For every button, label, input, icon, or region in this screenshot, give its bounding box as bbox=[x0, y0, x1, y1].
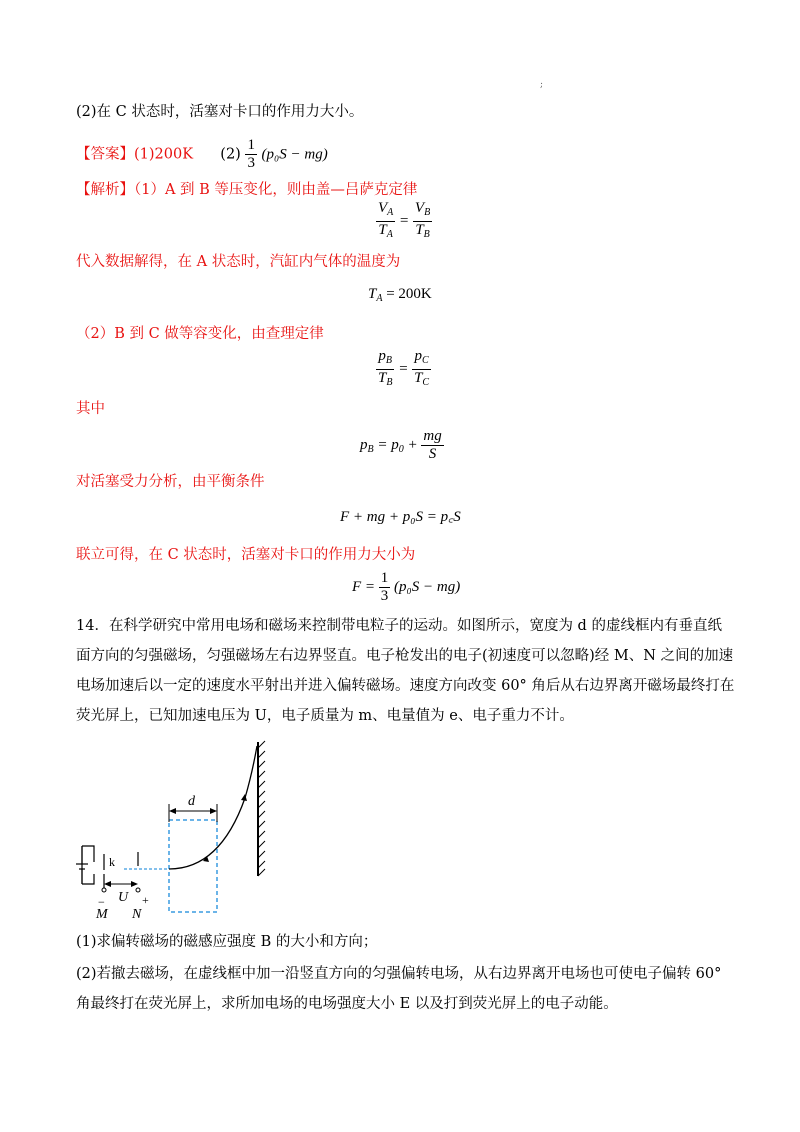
analysis-line2: 代入数据解得，在 A 状态时，汽缸内气体的温度为 bbox=[76, 254, 401, 270]
equation-pressure-b: $p_B = p_0$ + $\frac{mg}{S}$ bbox=[360, 428, 442, 462]
electron-gun-body bbox=[82, 846, 94, 884]
terminal-M bbox=[102, 888, 106, 892]
label-M: M bbox=[96, 907, 108, 922]
answer-expression: (p₀S − mg) bbox=[261, 146, 328, 163]
electron-trajectory bbox=[169, 746, 257, 869]
label-plus: + bbox=[142, 893, 149, 907]
top-mark: ; bbox=[540, 80, 544, 90]
answer-fraction: $\frac{1}{3}$ bbox=[247, 137, 255, 171]
equation-equilibrium: F + mg + p₀S = p꜀S bbox=[340, 509, 461, 525]
analysis-line3: （2）B 到 C 做等容变化，由查理定律 bbox=[76, 326, 324, 342]
problem-14-sub2: (2)若撤去磁场，在虚线框中加一沿竖直方向的匀强偏转电场，从右边界离开电场也可使电子偏转 60° 角最终打在荧光屏上，求所加电场的电场强度大小 E 以及打到荧光屏上的电子动能。 bbox=[76, 966, 722, 1012]
answer-line bbox=[76, 137, 328, 172]
problem-14-sub1: (1)求偏转磁场的磁感应强度 B 的大小和方向； bbox=[76, 934, 378, 950]
label-N: N bbox=[132, 907, 142, 922]
analysis-line6: 联立可得，在 C 状态时，活塞对卡口的作用力大小为 bbox=[76, 547, 416, 563]
problem-14-text: 14．在科学研究中常用电场和磁场来控制带电粒子的运动。如图所示，宽度为 d 的虚线框内有垂直纸面方向的匀强磁场，匀强磁场左右边界竖直。电子枪发出的电子(初速度可以忽略)经 M、N 之间的加速电场加速后以一定的速度水平射出并进入偏转磁场。速度方向改变 60° 角后从右边界离开磁场最终打在荧光屏上，已知加速电压为 U，电子质量为 m、电量值为 e、电子重力不计。 bbox=[76, 618, 735, 724]
magnetic-field-box bbox=[169, 820, 217, 912]
terminal-N bbox=[136, 888, 140, 892]
equation-charles: $\frac{p_B}{T_B}$ = $\frac{p_C}{T_C}$ bbox=[378, 348, 430, 388]
analysis-label: 【解析】 bbox=[76, 182, 134, 198]
question-2-text: (2)在 C 状态时，活塞对卡口的作用力大小。 bbox=[76, 104, 364, 120]
answer-part1: (1)200K bbox=[134, 146, 194, 163]
equation-gay-lussac: $\frac{V_A}{T_A}$ = $\frac{V_B}{T_B}$ bbox=[378, 200, 431, 240]
analysis-line4: 其中 bbox=[76, 401, 105, 417]
U-arrow-left bbox=[104, 881, 111, 887]
label-U: U bbox=[118, 890, 129, 905]
U-arrow-right bbox=[131, 881, 138, 887]
answer-label: 【答案】 bbox=[76, 146, 134, 163]
label-minus: − bbox=[98, 895, 105, 909]
d-arrow-right bbox=[210, 808, 217, 814]
answer-part2-prefix: (2) bbox=[220, 146, 241, 163]
physics-figure bbox=[60, 738, 280, 923]
d-arrow-left bbox=[169, 808, 176, 814]
label-d: d bbox=[188, 794, 195, 809]
label-k: k bbox=[109, 855, 115, 869]
analysis-line1: 【解析】（1）A 到 B 等压变化，则由盖—吕萨克定律 bbox=[76, 182, 418, 198]
analysis-line5: 对活塞受力分析，由平衡条件 bbox=[76, 474, 265, 490]
equation-temperature: $T_A = 200K$ bbox=[368, 286, 432, 304]
equation-force: F = $\frac{1}{3}$ (p₀S − mg) bbox=[352, 570, 461, 604]
screen-hatching bbox=[258, 741, 265, 876]
